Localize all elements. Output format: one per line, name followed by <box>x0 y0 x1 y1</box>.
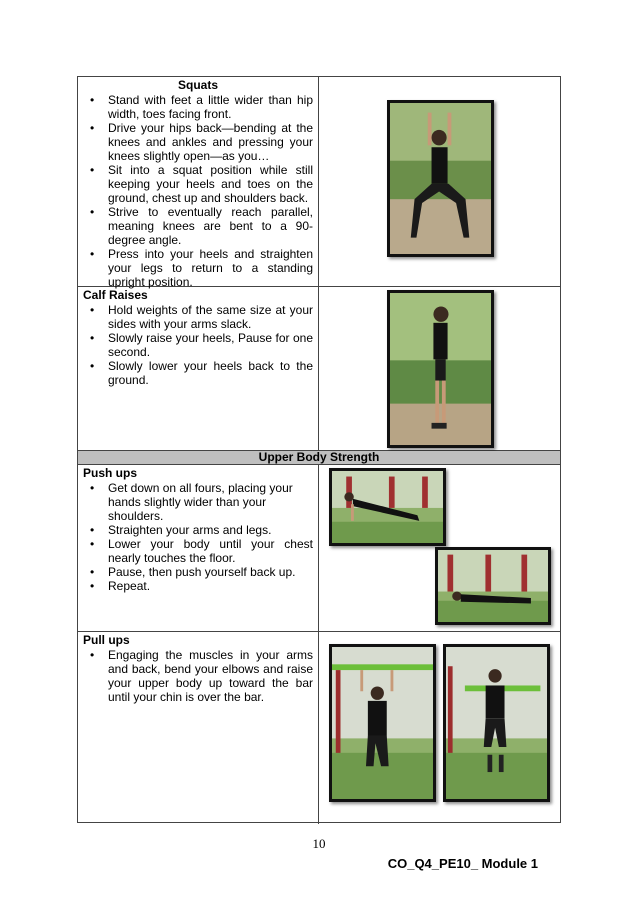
list-item: • Slowly lower your heels back to the ground. <box>83 359 313 387</box>
list-item: • Hold weights of the same size at your sides with your arms slack. <box>83 303 313 331</box>
pull-ups-image-cell <box>319 632 560 824</box>
calf-raises-photo <box>387 290 494 448</box>
squats-steps <box>83 93 313 289</box>
pull-ups-instructions <box>78 632 319 824</box>
list-item: • Pause, then push yourself back up. <box>83 565 313 579</box>
exercise-table <box>77 76 561 823</box>
push-ups-instructions <box>78 465 319 631</box>
squats-title: Squats <box>177 78 218 92</box>
push-ups-steps <box>83 481 313 593</box>
squats-instructions <box>78 77 319 289</box>
pull-ups-photo-hang <box>329 644 436 802</box>
list-item: • Slowly raise your heels, Pause for one second. <box>83 331 313 359</box>
list-item: • Engaging the muscles in your arms and back, bend your elbows and raise your upper body up toward the bar until your chin is over the bar. <box>83 648 313 704</box>
list-item: • Sit into a squat position while still keeping your heels and toes on the ground, chest up and shoulders back. <box>83 163 313 205</box>
push-ups-image-cell <box>319 465 560 631</box>
calf-raises-instructions <box>78 287 319 450</box>
list-item: • Repeat. <box>83 579 313 593</box>
pull-ups-steps <box>83 648 313 704</box>
list-item: • Get down on all fours, placing your hands slightly wider than your shoulders. <box>83 481 313 523</box>
calf-raises-row <box>78 287 560 451</box>
list-item: • Press into your heels and straighten your legs to return to a standing upright position. <box>83 247 313 289</box>
list-item: • Drive your hips back—bending at the knees and ankles and pressing your knees slightly open—as you… <box>83 121 313 163</box>
calf-raises-title: Calf Raises <box>83 288 148 302</box>
pull-ups-photo-top <box>443 644 550 802</box>
list-item: • Strive to eventually reach parallel, meaning knees are bent to a 90-degree angle. <box>83 205 313 247</box>
calf-raises-steps <box>83 303 313 387</box>
list-item: • Straighten your arms and legs. <box>83 523 313 537</box>
squats-row <box>78 77 560 287</box>
push-ups-row <box>78 465 560 632</box>
push-ups-photo-down <box>435 547 551 625</box>
push-ups-title: Push ups <box>83 466 138 480</box>
list-item: • Lower your body until your chest nearly touches the floor. <box>83 537 313 565</box>
squats-image-cell <box>319 77 560 286</box>
page-number: 10 <box>312 836 326 851</box>
push-ups-photo-up <box>329 468 446 546</box>
upper-body-strength-header: Upper Body Strength <box>78 451 560 465</box>
list-item: • Stand with feet a little wider than hip width, toes facing front. <box>83 93 313 121</box>
calf-raises-image-cell <box>319 287 560 450</box>
pull-ups-row <box>78 632 560 824</box>
squats-photo <box>387 100 494 257</box>
module-label: CO_Q4_PE10_ Module 1 <box>387 856 538 871</box>
pull-ups-title: Pull ups <box>83 633 130 647</box>
